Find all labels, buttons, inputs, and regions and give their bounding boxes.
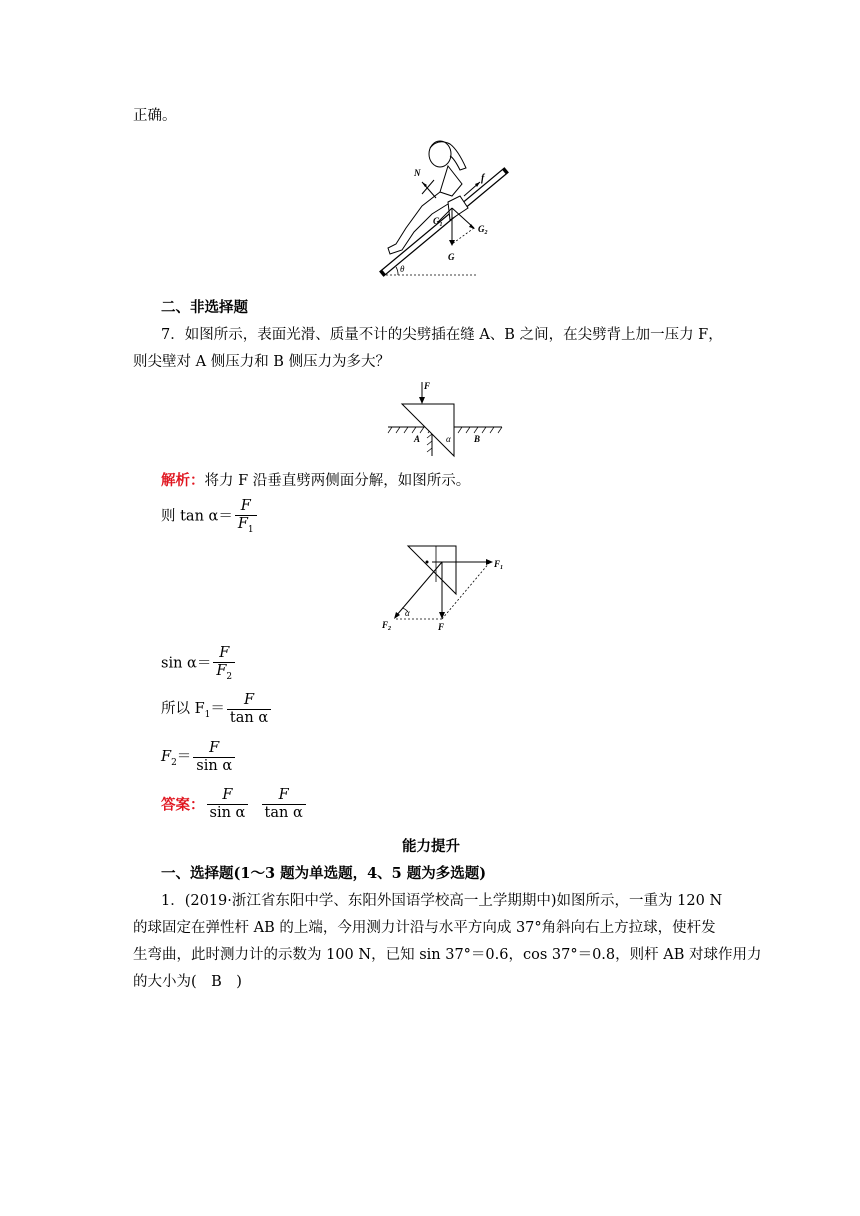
figure-decomposition bbox=[380, 542, 516, 634]
label-F2: $F_2$ bbox=[382, 620, 392, 632]
eq-f1: 所以 $F_1=$ $\frac{F}{\text{tan α}}$ bbox=[161, 692, 273, 726]
intro-tail: 正确。 bbox=[133, 108, 177, 124]
eq-tan: 则 tan α＝ $\frac{F}{F_1}$ bbox=[161, 498, 259, 535]
label-G1: $G_1$ bbox=[433, 216, 443, 228]
label-alpha-decomp: α bbox=[405, 608, 410, 618]
ability-heading: 能力提升 bbox=[402, 838, 460, 855]
q1-line4: 的大小为( B ) bbox=[133, 974, 242, 990]
eq-sin: sin α＝ $\frac{F}{F_2}$ bbox=[161, 645, 237, 682]
wedge-shape bbox=[402, 404, 454, 456]
label-theta: θ bbox=[400, 264, 405, 274]
q1-line1: 1．(2019·浙江省东阳中学、东阳外国语学校高一上学期期中)如图所示，一重为 120 N bbox=[161, 893, 723, 909]
label-G: G bbox=[448, 252, 455, 262]
figure-incline-slide bbox=[378, 136, 518, 282]
analysis-label: 解析： bbox=[161, 472, 205, 489]
label-G2: $G_2$ bbox=[478, 224, 488, 236]
eq-f2: $F_2=$ $\frac{F}{\text{sin α}}$ bbox=[161, 740, 237, 774]
label-F: F bbox=[438, 622, 445, 632]
label-N: N bbox=[414, 168, 421, 178]
figure-wedge bbox=[384, 378, 508, 458]
label-f: f bbox=[481, 173, 485, 184]
label-A: A bbox=[414, 434, 421, 444]
analysis-text: 将力 F 沿垂直劈两侧面分解，如图所示。 bbox=[204, 473, 471, 489]
q1-line3: 生弯曲，此时测力计的示数为 100 N，已知 sin 37°＝0.6，cos 37°＝0.8，则杆 AB 对球作用力 bbox=[133, 947, 762, 963]
label-alpha: α bbox=[446, 434, 451, 444]
analysis-line bbox=[161, 469, 470, 490]
q1-line2: 的球固定在弹性杆 AB 的上端，今用测力计沿与水平方向成 37°角斜向右上方拉球，使杆发 bbox=[133, 920, 716, 936]
label-F1: $F_1$ bbox=[494, 559, 504, 571]
answer-label: 答案： bbox=[161, 796, 205, 814]
label-B: B bbox=[474, 434, 481, 444]
section1-heading: 一、选择题(1～3 题为单选题，4、5 题为多选题) bbox=[161, 865, 487, 882]
label-F: F bbox=[424, 381, 431, 391]
q7-line2: 则尖壁对 A 侧压力和 B 侧压力为多大？ bbox=[133, 354, 391, 370]
section2-heading: 二、非选择题 bbox=[161, 299, 248, 316]
answer-line: 答案： $\frac{F}{\text{sin α}}$ $\frac{F}{\text{tan α}}$ bbox=[161, 787, 308, 821]
q7-line1: 7．如图所示，表面光滑、质量不计的尖劈插在缝 A、B 之间，在尖劈背上加一压力 F， bbox=[161, 327, 723, 343]
